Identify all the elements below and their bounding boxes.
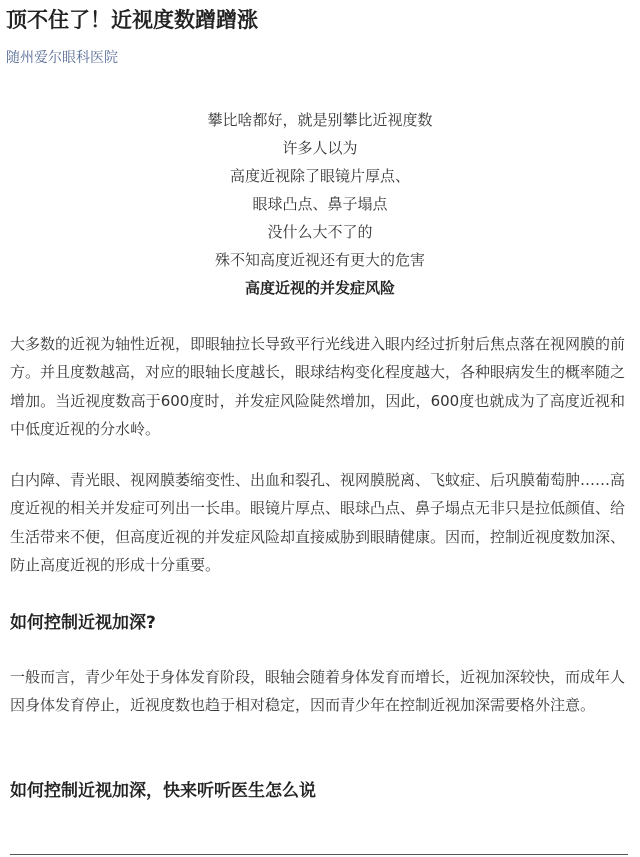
body-paragraph-axial-myopia: 大多数的近视为轴性近视，即眼轴拉长导致平行光线进入眼内经过折射后焦点落在视网膜的前方。并且度数越高，对应的眼轴长度越长，眼球结构变化程度越大，各种眼病发生的概率随之增加。当近视度数高于600度时，并发症风险陡然增加，因此，600度也就成为了高度近视和中低度近视的分水岭。 xyxy=(10,335,626,438)
body-paragraph-adolescents: 一般而言，青少年处于身体发育阶段，眼轴会随着身体发育而增长，近视加深较快，而成年人因身体发育停止，近视度数也趋于相对稳定，因而青少年在控制近视加深需要格外注意。 xyxy=(10,668,626,715)
intro-highlight: 高度近视的并发症风险 xyxy=(244,279,395,297)
intro-line: 没什么大不了的 xyxy=(267,223,373,241)
intro-line: 殊不知高度近视还有更大的危害 xyxy=(214,251,425,269)
intro-line: 许多人以为 xyxy=(282,139,358,157)
divider xyxy=(10,854,628,855)
intro-block xyxy=(0,106,640,302)
section-heading-control: 如何控制近视加深? xyxy=(10,613,156,633)
article-title: 顶不住了！近视度数蹭蹭涨 xyxy=(6,8,258,32)
intro-line: 高度近视除了眼镜片厚点、 xyxy=(229,167,410,185)
source-account-link[interactable]: 随州爱尔眼科医院 xyxy=(6,50,118,66)
intro-line: 眼球凸点、鼻子塌点 xyxy=(252,195,388,213)
body-paragraph-complications: 白内障、青光眼、视网膜萎缩变性、出血和裂孔、视网膜脱离、飞蚊症、后巩膜葡萄肿……高度近视的相关并发症可列出一长串。眼镜片厚点、眼球凸点、鼻子塌点无非只是拉低颜值、给生活带来不便，但高度近视的并发症风险却直接威胁到眼睛健康。因而，控制近视度数加深、防止高度近视的形成十分重要。 xyxy=(10,471,626,574)
intro-line: 攀比啥都好，就是别攀比近视度数 xyxy=(207,111,433,129)
section-heading-doctor: 如何控制近视加深，快来听听医生怎么说 xyxy=(10,781,316,801)
